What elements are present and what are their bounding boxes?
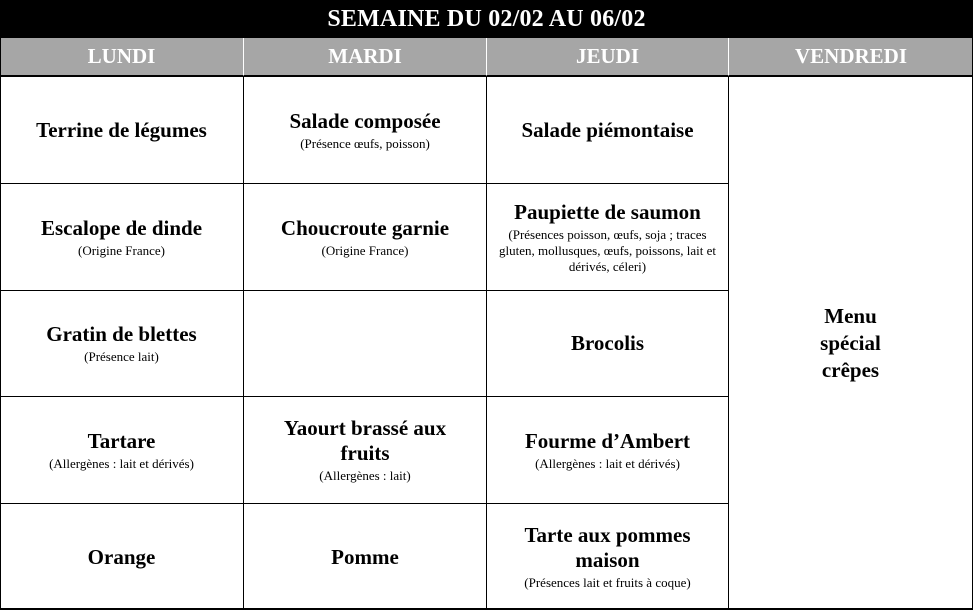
dish-name: Escalope de dinde	[40, 215, 203, 240]
menu-cell	[243, 76, 486, 183]
dish-name: Salade piémontaise	[521, 117, 694, 142]
dish-name: Terrine de légumes	[36, 117, 207, 142]
menu-cell	[486, 503, 728, 610]
dish-note: (Présences poisson, œufs, soja ; traces gluten, mollusques, œufs, poissons, lait et dérivés, céleri)	[498, 226, 717, 274]
dish-note: (Allergènes : lait)	[319, 468, 411, 483]
day-header-lundi: LUNDI	[0, 38, 243, 76]
dish-name: Pomme	[331, 544, 399, 569]
menu-cell	[243, 503, 486, 610]
menu-cell	[243, 183, 486, 290]
menu-cell	[0, 503, 243, 610]
menu-cell-empty	[243, 290, 486, 396]
dish-note: (Origine France)	[321, 242, 409, 258]
dish-name: Salade composée	[289, 108, 441, 133]
menu-cell	[486, 396, 728, 503]
dish-note: (Allergènes : lait et dérivés)	[535, 455, 680, 471]
day-header-vendredi: VENDREDI	[728, 38, 973, 76]
menu-cell	[486, 183, 728, 290]
menu-cell	[0, 76, 243, 183]
day-header-jeudi: JEUDI	[486, 38, 728, 76]
menu-cell	[0, 396, 243, 503]
dish-name: Tartare	[87, 428, 156, 453]
dish-name: Menu spécial crêpes	[820, 304, 881, 382]
dish-note: (Présence lait)	[84, 349, 159, 364]
dish-name: Brocolis	[570, 331, 645, 355]
dish-name: Tarte aux pommes maison	[524, 523, 691, 572]
menu-cell	[0, 183, 243, 290]
dish-note: (Présences lait et fruits à coque)	[524, 575, 691, 590]
dish-name: Orange	[87, 544, 156, 569]
dish-note: (Allergènes : lait et dérivés)	[49, 455, 194, 471]
dish-name: Gratin de blettes	[46, 322, 197, 346]
menu-cell	[243, 396, 486, 503]
menu-grid	[0, 38, 973, 610]
menu-cell	[0, 290, 243, 396]
day-header-mardi: MARDI	[243, 38, 486, 76]
menu-cell	[486, 290, 728, 396]
dish-note: (Présence œufs, poisson)	[300, 135, 430, 151]
dish-name: Yaourt brassé aux fruits	[283, 416, 447, 465]
dish-name: Choucroute garnie	[280, 215, 450, 240]
dish-name: Fourme d’Ambert	[524, 428, 691, 453]
menu-cell-vendredi	[728, 76, 973, 610]
menu-cell	[486, 76, 728, 183]
menu-title: SEMAINE DU 02/02 AU 06/02	[0, 0, 973, 38]
dish-name: Paupiette de saumon	[514, 199, 701, 224]
dish-note: (Origine France)	[78, 242, 165, 258]
